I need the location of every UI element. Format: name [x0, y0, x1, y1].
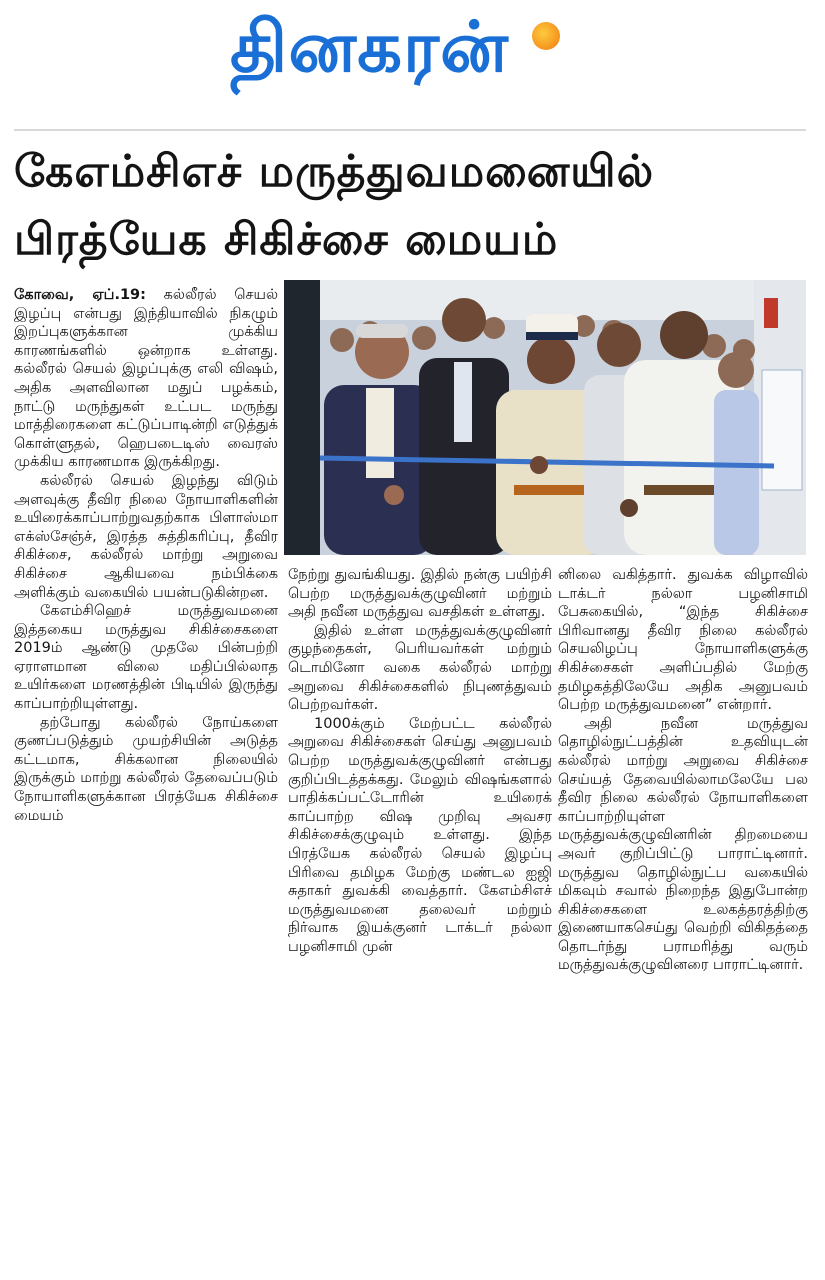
paragraph: அதி நவீன மருத்துவ தொழில்நுட்பத்தின் உதவியுடன் கல்லீரல் மாற்று அறுவை சிகிச்சை செய்யத் தேவையில்லாமலேயே பல தீவிர நிலை கல்லீரல் நோயாளிகளை காப்பாற்றியுள்ள மருத்துவக்குழுவினரின் திறமையை அவர் குறிப்பிட்டு பாராட்டினார். மருத்துவ தொழில்நுட்ப வகையில் மிகவும் சவால் நிறைந்த இதுபோன்ற சிகிச்சைகளை உலகத்தரத்திற்கு இணையாகசெய்து வெற்றி விகிதத்தை தொடர்ந்து பராமரித்து வரும் மருத்துவக்குழுவினரை பாராட்டினார். — [558, 715, 808, 974]
paragraph — [14, 286, 278, 472]
paragraph: னிலை வகித்தார். துவக்க விழாவில் டாக்டர் நல்லா பழனிசாமி பேசுகையில், “இந்த சிகிச்சை பிரிவானது தீவிர நிலை கல்லீரல் செயலிழப்பு நோயாளிகளுக்கு சிகிச்சைகள் அளிப்பதில் மேற்கு தமிழகத்திலேயே அதிக அனுபவம் பெற்ற மருத்துவமனை” என்றார். — [558, 567, 808, 714]
masthead-divider — [14, 129, 806, 131]
headline-line-2: பிரத்யேக சிகிச்சை மையம் — [14, 214, 559, 265]
paragraph-text: கல்லீரல் செயல் இழப்பு என்பது இந்தியாவில் நிகழும் இறப்புகளுக்கான முக்கிய காரணங்களில் ஒன்றாக உள்ளது. கல்லீரல் செயல் இழப்புக்கு எலி விஷம், அதிக அளவிலான மதுப் பழக்கம், நாட்டு மருந்துகள் உட்பட மருந்து மாத்திரைகளை கட்டுப்பாடின்றி எடுத்துக் கொள்ளுதல், ஹெபடைடிஸ் வைரஸ் முக்கிய காரணமாக இருக்கிறது. — [14, 287, 278, 471]
paragraph: கேஎம்சிஹெச் மருத்துவமனை இத்தகைய மருத்துவ சிகிச்சைகளை 2019ம் ஆண்டு முதலே பின்பற்றி ஏராளமான விலை மதிப்பில்லாத உயிர்களை மரணத்தின் பிடியில் இருந்து காப்பாற்றியுள்ளது. — [14, 603, 278, 713]
article-column-3 — [558, 566, 808, 975]
paragraph: நேற்று துவங்கியது. இதில் நன்கு பயிற்சி பெற்ற மருத்துவக்குழுவினர் மற்றும் அதி நவீன மருத்துவ வசதிகள் உள்ளது. — [288, 567, 552, 621]
headline-line-1: கேஎம்சிஎச் மருத்துவமனையில் — [14, 146, 655, 197]
paragraph: கல்லீரல் செயல் இழந்து விடும் அளவுக்கு தீவிர நிலை நோயாளிகளின் உயிரைக்காப்பாற்றுவதற்காக பிளாஸ்மா எக்ஸ்சேஞ்ச், இரத்த சுத்திகரிப்பு, தீவிர சிகிச்சை, கல்லீரல் மாற்று அறுவை சிகிச்சை ஆகியவை நம்பிக்கை அளிக்கும் வகையில் பயன்படுகின்றன. — [14, 472, 278, 601]
paragraph: 1000க்கும் மேற்பட்ட கல்லீரல் அறுவை சிகிச்சைகள் செய்து அனுபவம் பெற்ற மருத்துவக்குழுவினர் என்பது குறிப்பிடத்தக்கது. மேலும் விஷங்களால் பாதிக்கப்பட்டோரின் உயிரைக் காப்பாற்ற விஷ முறிவு அவசர சிகிச்சைக்குழுவும் உள்ளது. இந்த பிரத்யேக கல்லீரல் செயல் இழப்பு பிரிவை தமிழக மேற்கு மண்டல ஐஜி சுதாகர் துவக்கி வைத்தார். கேஎம்சிஎச் மருத்துவமனை தலைவர் மற்றும் நிர்வாக இயக்குனர் டாக்டர் நல்லா பழனிசாமி முன் — [288, 715, 552, 955]
event-photo — [284, 280, 806, 555]
paragraph: இதில் உள்ள மருத்துவக்குழுவினர் குழந்தைகள், பெரியவர்கள் மற்றும் டொமினோ வகை கல்லீரல் மாற்று அறுவை சிகிச்சைகளில் நிபுணத்துவம் பெற்றவர்கள். — [288, 622, 552, 714]
article-column-2 — [288, 566, 552, 956]
article-column-1 — [14, 286, 278, 825]
masthead — [0, 0, 825, 125]
logo-sun-icon — [532, 22, 560, 50]
paragraph: தற்போது கல்லீரல் நோய்களை குணப்படுத்தும் முயற்சியின் அடுத்த கட்டமாக, சிக்கலான நிலையில் இருக்கும் மாற்று கல்லீரல் தேவைப்படும் நோயாளிகளுக்கான பிரத்யேக சிகிச்சை மையம் — [14, 714, 278, 824]
dateline: கோவை, ஏப்.19: — [14, 287, 146, 303]
newspaper-logo: தினகரன் — [230, 6, 510, 88]
ribbon-cutting-photo — [284, 280, 806, 555]
